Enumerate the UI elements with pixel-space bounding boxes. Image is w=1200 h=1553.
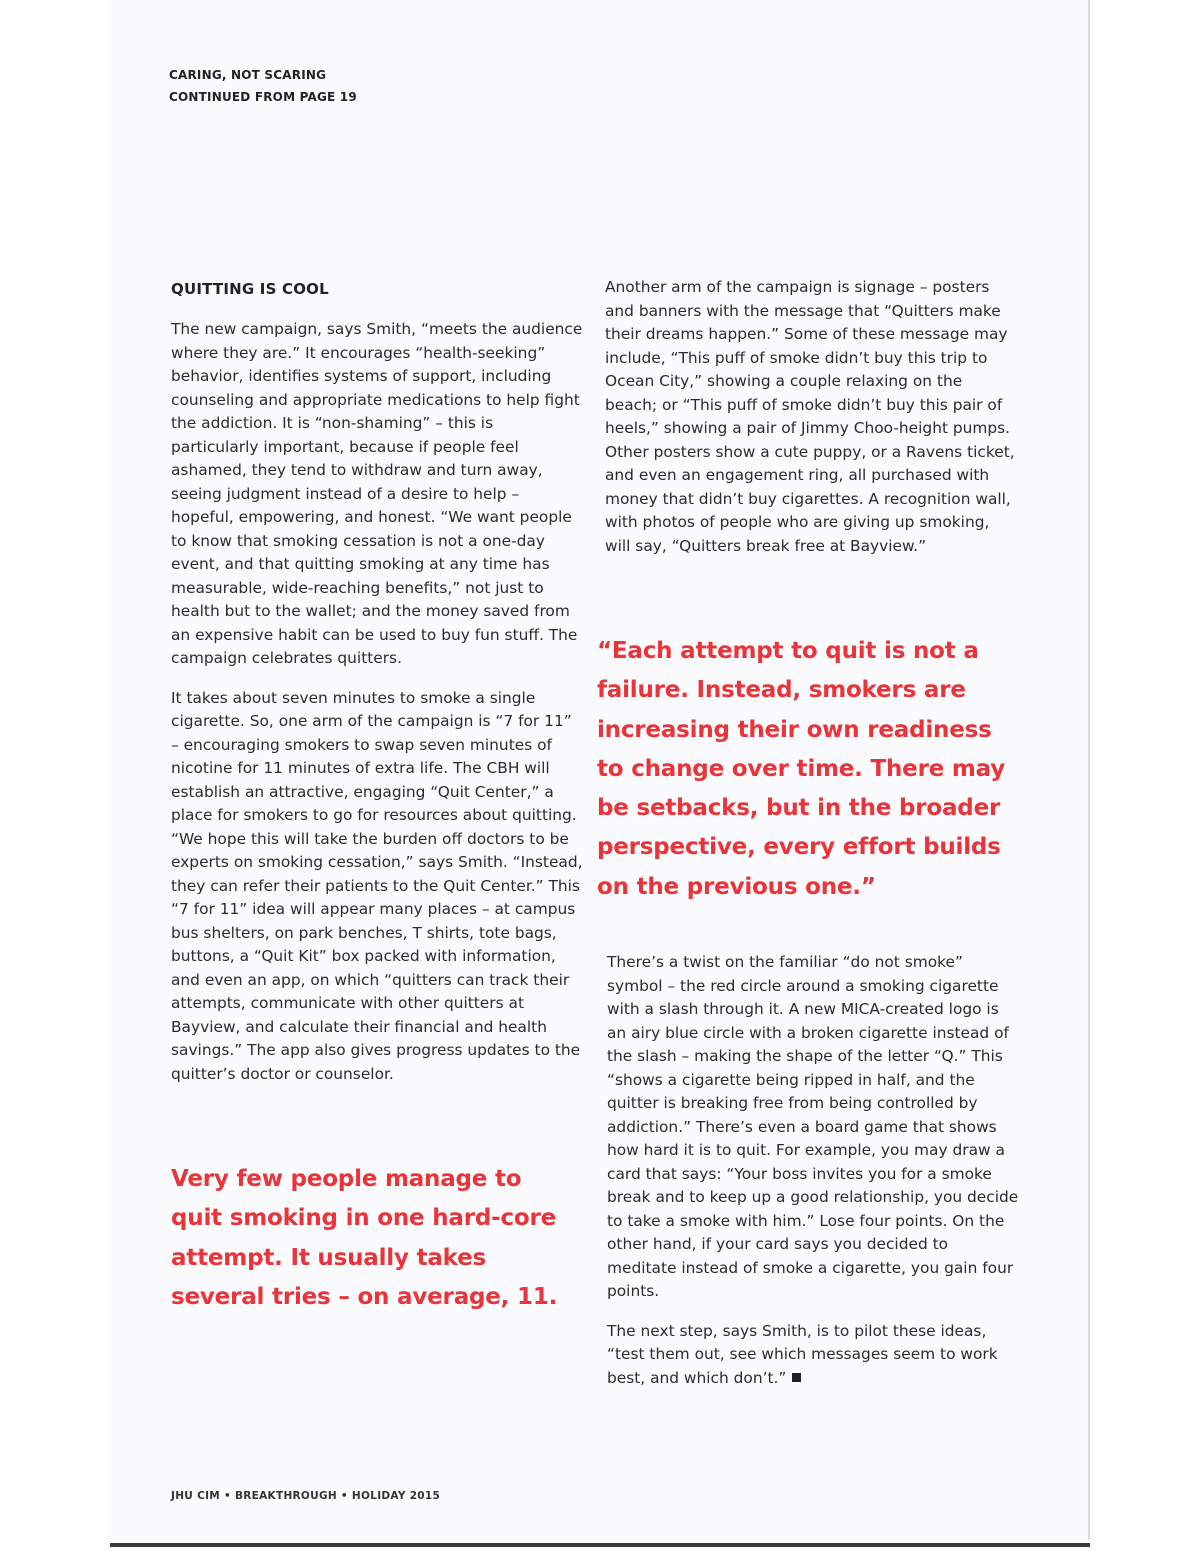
body-paragraph: The new campaign, says Smith, “meets the audience where they are.” It encourages “health-seeking” behavior, identifies systems of support, including counseling and appropriate medications to help fight the addiction. It is “non-shaming” – this is particularly important, because if people feel ashamed, they tend to withdraw and turn away, seeing judgment instead of a desire to help – hopeful, empowering, and honest. “We want people to know that smoking cessation is not a one-day event, and that quitting smoking at any time has measurable, wide-reaching benefits,” not just to health but to the wallet; and the money saved from an expensive habit can be used to buy fun stuff. The campaign celebrates quitters. (171, 320, 583, 667)
continued-from-label: CONTINUED FROM PAGE 19 (169, 90, 357, 104)
section-heading: QUITTING IS COOL (171, 280, 329, 298)
body-paragraph: There’s a twist on the familiar “do not smoke” symbol – the red circle around a smoking cigarette with a slash through it. A new MICA-created logo is an airy blue circle with a broken cigarette instead of the slash – making the shape of the letter “Q.” This “shows a cigarette being ripped in half, and the quitter is breaking free from being controlled by addiction.” There’s even a board game that shows how hard it is to quit. For example, you may draw a card that says: “Your boss invites you for a smoke break and to keep up a good relationship, you decide to take a smoke with him.” Lose four points. On the other hand, if your card says you decided to meditate instead of smoke a cigarette, you gain four points. (607, 953, 1019, 1300)
page-bottom-edge (110, 1543, 1090, 1547)
article-kicker: CARING, NOT SCARING (169, 68, 327, 82)
left-column (171, 318, 583, 1102)
pull-quote-left: Very few people manage to quit smoking in one hard-core attempt. It usually takes several tries – on average, 11. (171, 1166, 558, 1310)
pull-quote-right: “Each attempt to quit is not a failure. Instead, smokers are increasing their own readiness to change over time. There may be setbacks, but in the broader perspective, every effort builds on the previous one.” (597, 638, 1006, 900)
end-of-article-mark (792, 1373, 801, 1382)
closing-text: The next step, says Smith, is to pilot these ideas, “test them out, see which messages seem to work best, and which don’t.” (607, 1321, 998, 1387)
right-column-top (605, 276, 1017, 574)
page-footer: JHU CIM • BREAKTHROUGH • HOLIDAY 2015 (171, 1490, 441, 1502)
right-column-bottom (607, 951, 1019, 1406)
body-paragraph: Another arm of the campaign is signage – posters and banners with the message that “Quitters make their dreams happen.” Some of these message may include, “This puff of smoke didn’t buy this trip to Ocean City,” showing a couple relaxing on the beach; or “This puff of smoke didn’t buy this pair of heels,” showing a pair of Jimmy Choo-height pumps. Other posters show a cute puppy, or a Ravens ticket, and even an engagement ring, all purchased with money that didn’t buy cigarettes. A recognition wall, with photos of people who are giving up smoking, will say, “Quitters break free at Bayview.” (605, 278, 1015, 555)
body-paragraph: It takes about seven minutes to smoke a single cigarette. So, one arm of the campaign is “7 for 11” – encouraging smokers to swap seven minutes of nicotine for 11 minutes of extra life. The CBH will establish an attractive, engaging “Quit Center,” a place for smokers to go for resources about quitting. “We hope this will take the burden off doctors to be experts on smoking cessation,” says Smith. “Instead, they can refer their patients to the Quit Center.” This “7 for 11” idea will appear many places – at campus bus shelters, on park benches, T shirts, tote bags, buttons, a “Quit Kit” box packed with information, and even an app, on which “quitters can track their attempts, communicate with other quitters at Bayview, and calculate their financial and health savings.” The app also gives progress updates to the quitter’s doctor or counselor. (171, 688, 583, 1083)
body-paragraph-final (607, 1320, 1019, 1391)
